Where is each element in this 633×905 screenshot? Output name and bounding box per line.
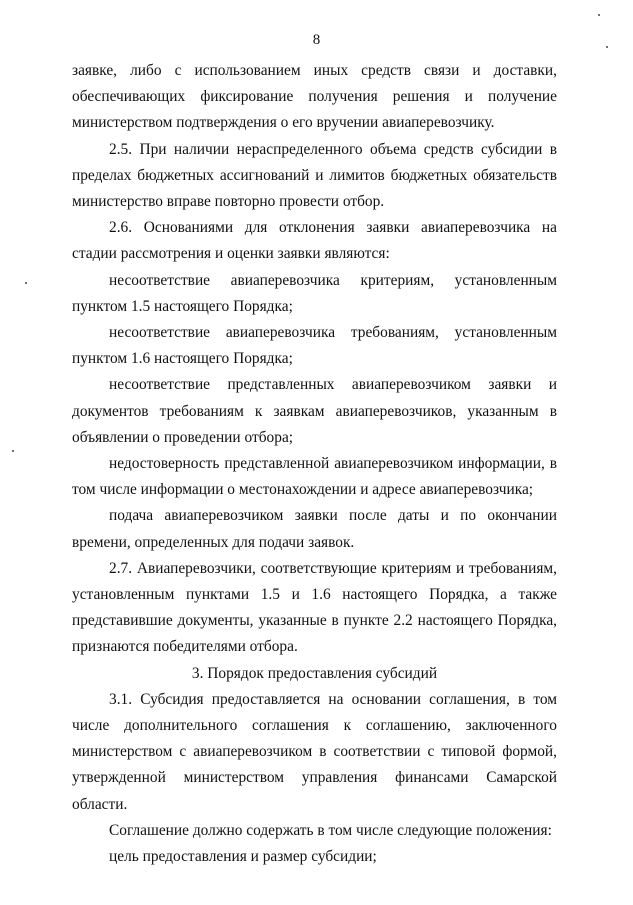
page-number: 8 <box>312 32 321 48</box>
list-item-requirements: несоответствие авиаперевозчика требованиям, установленным пунктом 1.6 настоящего Порядка; <box>72 324 557 368</box>
list-item-purpose: цель предоставления и размер субсидии; <box>109 848 377 866</box>
paragraph-2-5: 2.5. При наличии нераспределенного объема средств субсидии в пределах бюджетных ассигнований и лимитов бюджетных обязательств министерство вправе повторно провести отбор. <box>72 140 557 211</box>
list-item-documents: несоответствие представленных авиаперевозчиком заявки и документов требованиям к заявкам авиаперевозчиков, указанным в объявлении о проведении отбора; <box>72 376 557 446</box>
scan-speck <box>12 450 14 452</box>
paragraph-agreement: Соглашение должно содержать в том числе следующие положения: <box>109 821 552 839</box>
section-heading: 3. Порядок предоставления субсидий <box>191 664 438 682</box>
paragraph-2-6: 2.6. Основаниями для отклонения заявки авиаперевозчика на стадии рассмотрения и оценки заявки являются: <box>72 219 557 263</box>
scan-speck <box>598 14 600 16</box>
list-item-inaccuracy: недостоверность представленной авиаперевозчиком информации, в том числе информации о местонахождении и адресе авиаперевозчика; <box>72 455 557 499</box>
scan-speck <box>25 282 27 284</box>
list-item-late-submission: подача авиаперевозчиком заявки после даты и по окончании времени, определенных для подачи заявок. <box>72 507 557 551</box>
list-item-criteria: несоответствие авиаперевозчика критериям, установленным пунктом 1.5 настоящего Порядка; <box>72 271 557 315</box>
paragraph-continuation: заявке, либо с использованием иных средств связи и доставки, обеспечивающих фиксирование получения решения и получение министерством подтверждения о его вручении авиаперевозчику. <box>72 62 557 132</box>
scan-speck <box>606 46 608 48</box>
document-body <box>72 58 557 870</box>
paragraph-2-7: 2.7. Авиаперевозчики, соответствующие критериям и требованиям, установленным пунктами 1.5 и 1.6 настоящего Порядка, а также представившие документы, указанные в пункте 2.2 настоящего Порядка, признаются победителями отбора. <box>72 559 557 656</box>
paragraph-3-1: 3.1. Субсидия предоставляется на основании соглашения, в том числе дополнительного соглашения к соглашению, заключенного министерством с авиаперевозчиком в соответствии с типовой формой, утвержденной министерством управления финансами Самарской области. <box>72 690 557 813</box>
